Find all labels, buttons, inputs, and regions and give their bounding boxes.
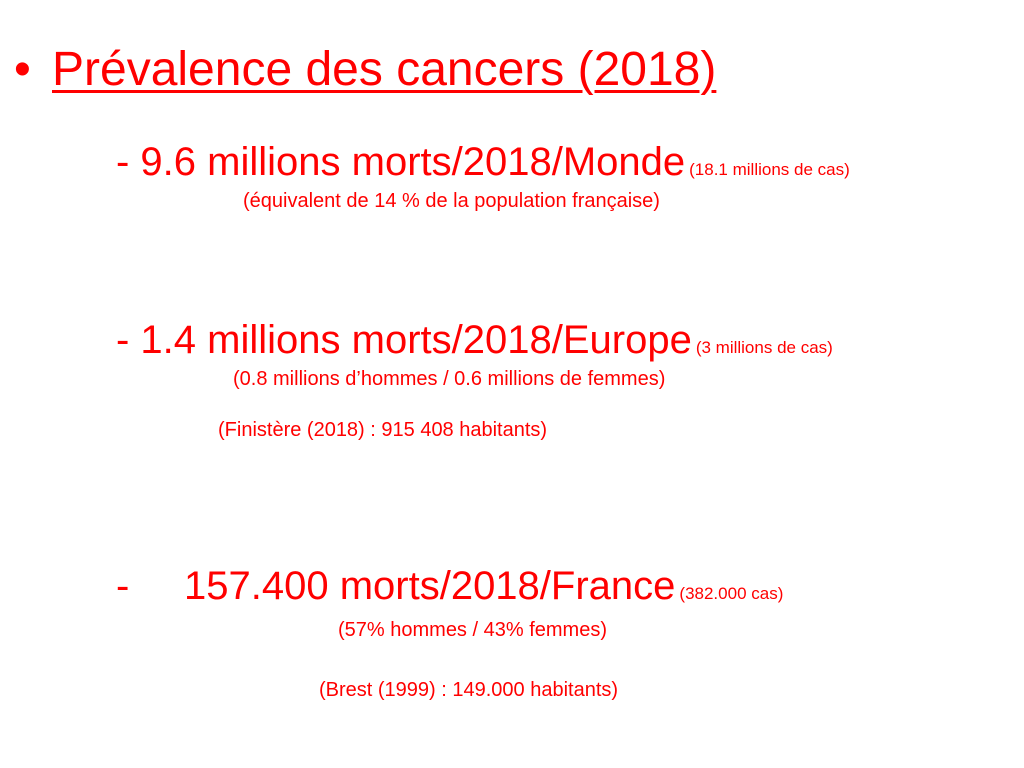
world-deaths-main: - 9.6 millions morts/2018/Monde: [116, 140, 686, 184]
france-dash: -: [116, 564, 130, 608]
world-equivalent-note: (équivalent de 14 % de la population française): [243, 190, 660, 212]
france-deaths-main: 157.400 morts/2018/France: [184, 564, 676, 608]
world-cases-note: (18.1 millions de cas): [689, 160, 850, 179]
europe-cases-note: (3 millions de cas): [695, 338, 833, 357]
title-bullet: •: [14, 43, 31, 96]
france-cases-note: (382.000 cas): [679, 584, 784, 603]
france-gender-split: (57% hommes / 43% femmes): [338, 619, 607, 641]
slide-title: Prévalence des cancers (2018): [52, 43, 717, 96]
europe-deaths-line: [116, 320, 833, 360]
brest-comparison: (Brest (1999) : 149.000 habitants): [319, 679, 619, 701]
europe-gender-split: (0.8 millions d’hommes / 0.6 millions de femmes): [233, 368, 666, 390]
france-deaths-line: [184, 566, 783, 606]
world-deaths-line: [116, 142, 850, 182]
finistere-comparison: (Finistère (2018) : 915 408 habitants): [218, 419, 548, 441]
europe-deaths-main: - 1.4 millions morts/2018/Europe: [116, 318, 692, 362]
